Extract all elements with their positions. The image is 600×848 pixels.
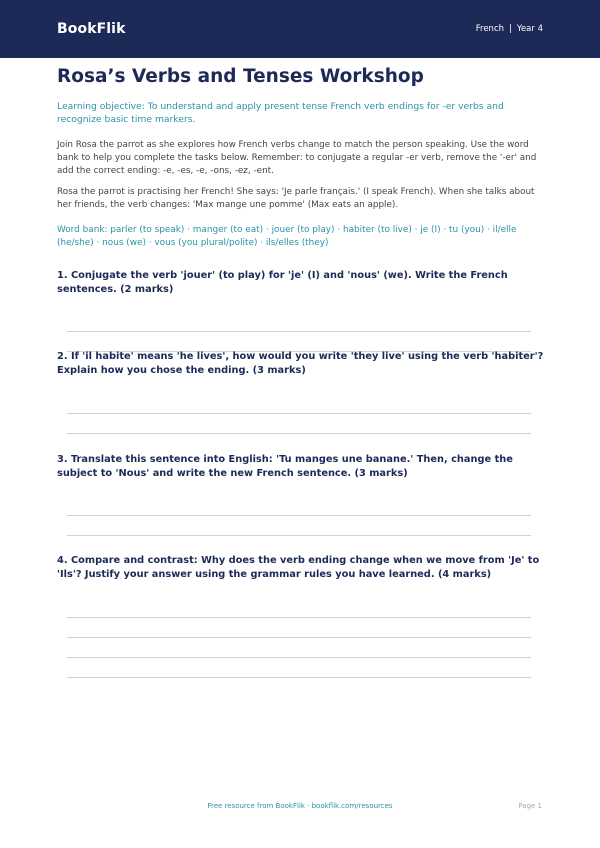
page-title: Rosa’s Verbs and Tenses Workshop: [57, 66, 424, 87]
answer-line[interactable]: [67, 515, 531, 516]
scenario-paragraph: Rosa the parrot is practising her French! She says: 'Je parle français.' (I speak French). When she talks about her friends, the verb changes: 'Max mange une pomme' (Max eats an apple).: [57, 187, 535, 210]
question-3: 3. Translate this sentence into English: 'Tu manges une banane.' Then, change the subject to 'Nous' and write the new French sentence. (3 marks): [57, 454, 513, 479]
answer-line[interactable]: [67, 433, 531, 434]
question-1: 1. Conjugate the verb 'jouer' (to play) for 'je' (I) and 'nous' (we). Write the French sentences. (2 marks): [57, 270, 508, 295]
page-footer: [0, 802, 600, 814]
subject-year-label: [476, 24, 543, 34]
answer-line[interactable]: [67, 331, 531, 332]
word-bank: Word bank: parler (to speak) · manger (to eat) · jouer (to play) · habiter (to live) · je (I) · tu (you) · il/elle (he/she) · nous (we) · vous (you plural/polite) · ils/elles (they): [57, 225, 517, 248]
answer-line[interactable]: [67, 617, 531, 618]
subject-label: French: [475, 24, 505, 34]
year-label: Year 4: [516, 24, 543, 34]
answer-line[interactable]: [67, 677, 531, 678]
answer-line[interactable]: [67, 535, 531, 536]
answer-line[interactable]: [67, 637, 531, 638]
answer-line[interactable]: [67, 413, 531, 414]
separator: |: [509, 24, 512, 34]
intro-paragraph: Join Rosa the parrot as she explores how French verbs change to match the person speaking. Use the word bank to help you complete the tasks below. Remember: to conjugate a regular -er verb, remove the '-er' and add the correct ending: -e, -es, -e, -ons, -ez, -ent.: [57, 140, 537, 176]
question-2: 2. If 'il habite' means 'he lives', how would you write 'they live' using the verb 'habiter'? Explain how you chose the ending. (3 marks): [57, 351, 544, 376]
page-number: Page 1: [518, 802, 542, 810]
footer-credit-link[interactable]: Free resource from BookFlik · bookflik.com/resources: [207, 802, 393, 810]
learning-objective: Learning objective: To understand and apply present tense French verb endings for -er verbs and recognize basic time markers.: [57, 101, 504, 125]
brand-logo[interactable]: BookFlik: [57, 21, 126, 37]
answer-line[interactable]: [67, 657, 531, 658]
question-4: 4. Compare and contrast: Why does the verb ending change when we move from 'Je' to 'Ils'? Justify your answer using the grammar rules you have learned. (4 marks): [57, 555, 540, 580]
page-header: [0, 0, 600, 58]
